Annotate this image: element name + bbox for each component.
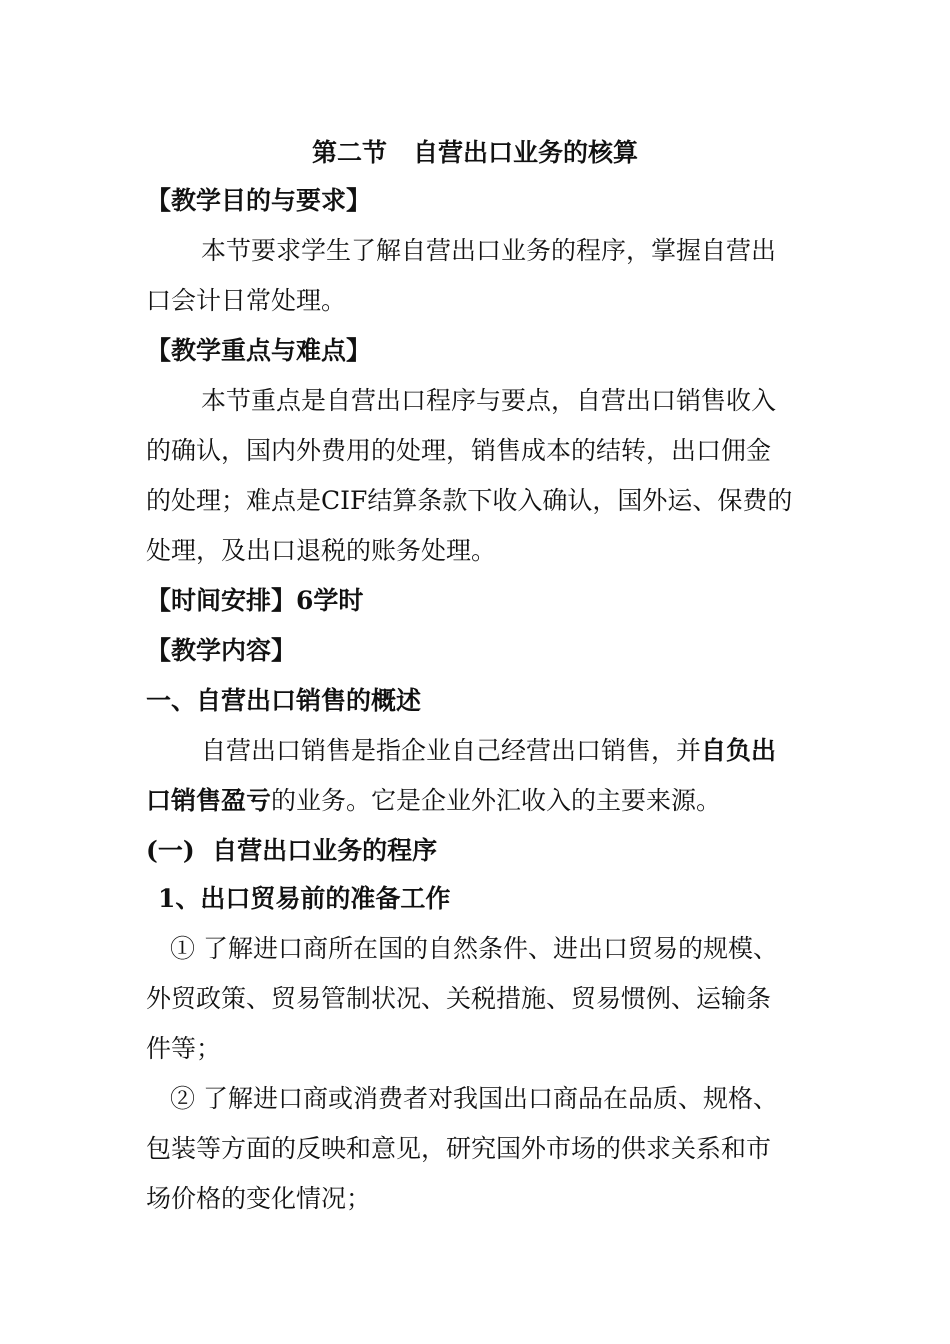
section1-line-2 xyxy=(146,785,826,817)
item1-heading: 1、出口贸易前的准备工作 xyxy=(158,884,451,913)
section1-line-1 xyxy=(201,735,881,767)
section1-line-1-emphasis: 自负出 xyxy=(701,736,777,765)
bullet1-line-3: 件等； xyxy=(146,1034,222,1063)
objectives-line-1: 本节要求学生了解自营出口业务的程序，掌握自营出 xyxy=(201,236,777,265)
bullet2-line-3: 场价格的变化情况； xyxy=(146,1184,372,1213)
objectives-line-2: 口会计日常处理。 xyxy=(146,286,347,315)
schedule-value: 6学时 xyxy=(296,586,364,615)
keypoints-line-2: 的确认，国内外费用的处理，销售成本的结转，出口佣金 xyxy=(146,436,772,465)
keypoints-line-3: 的处理；难点是CIF结算条款下收入确认，国外运、保费的 xyxy=(146,486,793,515)
section-topic: 自营出口业务的核算 xyxy=(413,138,639,167)
section-number: 第二节 xyxy=(311,138,387,167)
keypoints-heading: 【教学重点与难点】 xyxy=(146,336,372,365)
section1-heading: 一、自营出口销售的概述 xyxy=(146,686,422,715)
bullet1-line-2: 外贸政策、贸易管制状况、关税措施、贸易惯例、运输条 xyxy=(146,984,772,1013)
bullet1-line-1: ① 了解进口商所在国的自然条件、进出口贸易的规模、 xyxy=(170,934,778,963)
keypoints-line-1: 本节重点是自营出口程序与要点，自营出口销售收入 xyxy=(201,386,777,415)
bullet2-line-1: ② 了解进口商或消费者对我国出口商品在品质、规格、 xyxy=(170,1084,778,1113)
section1-line-2-emphasis: 口销售盈亏 xyxy=(146,786,272,815)
bullet2-line-2: 包装等方面的反映和意见，研究国外市场的供求关系和市 xyxy=(146,1134,772,1163)
content-heading: 【教学内容】 xyxy=(146,636,297,665)
keypoints-line-4: 处理，及出口退税的账务处理。 xyxy=(146,536,497,565)
section-title xyxy=(0,137,950,169)
subsection1-heading: (一) 自营出口业务的程序 xyxy=(146,836,438,865)
objectives-heading: 【教学目的与要求】 xyxy=(146,186,372,215)
section1-line-2-text: 的业务。它是企业外汇收入的主要来源。 xyxy=(271,786,722,815)
schedule-line xyxy=(146,585,826,617)
section1-line-1-text: 自营出口销售是指企业自己经营出口销售，并 xyxy=(201,736,702,765)
schedule-heading: 【时间安排】 xyxy=(146,586,297,615)
